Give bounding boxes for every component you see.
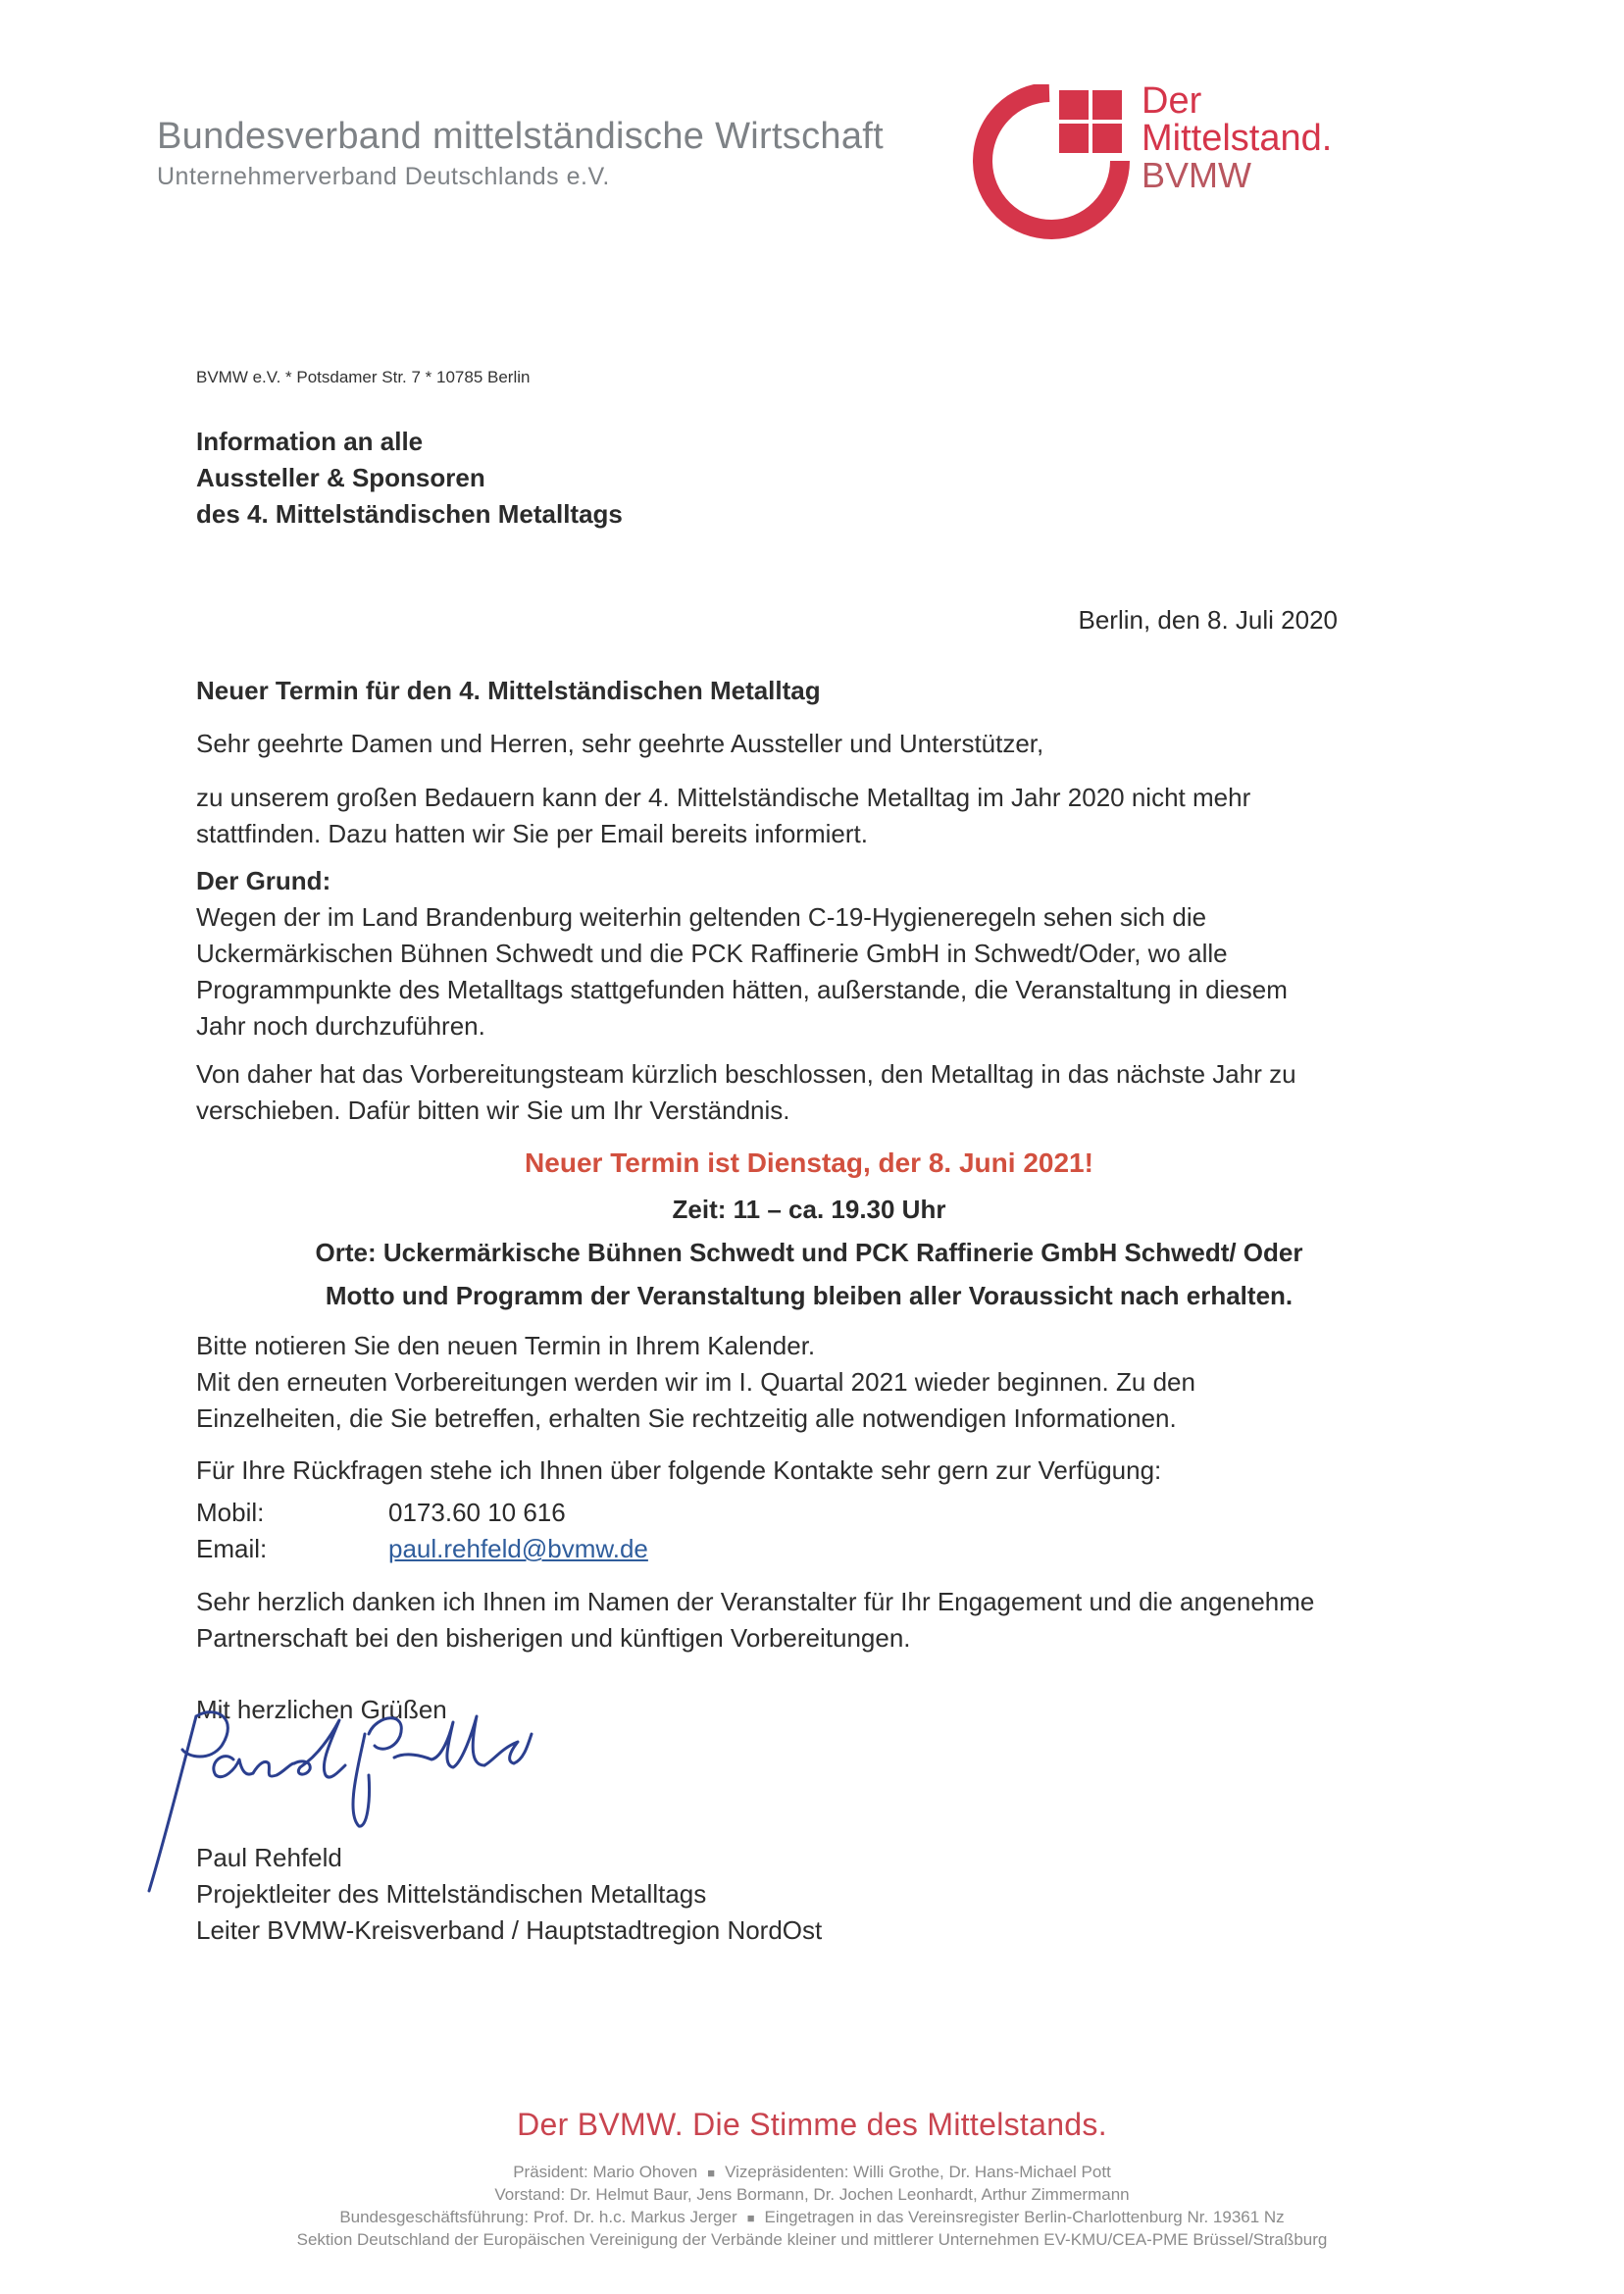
footer-register: Eingetragen in das Vereinsregister Berlin-Charlottenburg Nr. 19361 Nz [764,2208,1285,2226]
footer-slogan: Der BVMW. Die Stimme des Mittelstands. [517,2107,1107,2142]
reason-line-1: Wegen der im Land Brandenburg weiterhin geltenden C-19-Hygieneregeln sehen sich die [196,902,1207,932]
paragraph-3-line-3: Einzelheiten, die Sie betreffen, erhalten Sie rechtzeitig alle notwendigen Informationen. [196,1403,1177,1433]
footer-management: Bundesgeschäftsführung: Prof. Dr. h.c. Markus Jerger [339,2208,737,2226]
paragraph-2-line-1: Von daher hat das Vorbereitungsteam kürzlich beschlossen, den Metalltag in das nächste Jahr zu [196,1059,1296,1089]
paragraph-1-line-1: zu unserem großen Bedauern kann der 4. Mittelständische Metalltag im Jahr 2020 nicht mehr [196,783,1251,812]
recipient-line-2: Aussteller & Sponsoren [196,463,485,492]
footer-president: Präsident: Mario Ohoven [513,2163,698,2181]
paragraph-3 [196,1328,1422,1437]
organization-subtitle: Unternehmerverband Deutschlands e.V. [157,163,610,190]
closing-paragraph-line-1: Sehr herzlich danken ich Ihnen im Namen der Veranstalter für Ihr Engagement und die angenehme [196,1587,1315,1616]
signer-name: Paul Rehfeld [196,1843,342,1872]
reason-heading: Der Grund: [196,866,331,895]
paragraph-1 [196,780,1422,852]
signer-block [196,1840,1422,1949]
signer-title-2: Leiter BVMW-Kreisverband / Hauptstadtregion NordOst [196,1915,823,1945]
reason-paragraph [196,863,1422,1045]
reason-line-2: Uckermärkischen Bühnen Schwedt und die PCK Raffinerie GmbH in Schwedt/Oder, wo alle [196,939,1228,968]
mobile-number: 0173.60 10 616 [388,1498,566,1527]
event-time: Zeit: 11 – ca. 19.30 Uhr [672,1195,946,1224]
recipient-block [196,424,623,533]
sender-address: BVMW e.V. * Potsdamer Str. 7 * 10785 Berlin [196,368,531,386]
footer-separator: ■ [707,2166,716,2180]
mobile-label: Mobil: [196,1498,265,1527]
email-link[interactable]: paul.rehfeld@bvmw.de [388,1534,648,1563]
paragraph-2-line-2: verschieben. Dafür bitten wir Sie um Ihr Verständnis. [196,1096,790,1125]
recipient-line-1: Information an alle [196,427,424,456]
paragraph-1-line-2: stattfinden. Dazu hatten wir Sie per Email bereits informiert. [196,819,868,848]
event-motto: Motto und Programm der Veranstaltung bleiben aller Voraussicht nach erhalten. [325,1281,1294,1310]
reason-line-4: Jahr noch durchzuführen. [196,1011,485,1041]
paragraph-3-line-2: Mit den erneuten Vorbereitungen werden wir im I. Quartal 2021 wieder beginnen. Zu den [196,1367,1195,1397]
closing-greeting: Mit herzlichen Grüßen [196,1695,447,1724]
new-date-announcement: Neuer Termin ist Dienstag, der 8. Juni 2021! [525,1147,1093,1178]
paragraph-3-line-1: Bitte notieren Sie den neuen Termin in Ihrem Kalender. [196,1331,816,1360]
bvmw-logo-icon [973,84,1140,241]
signer-title-1: Projektleiter des Mittelständischen Metalltags [196,1879,707,1909]
subject-line: Neuer Termin für den 4. Mittelständischen Metalltag [196,676,821,705]
paragraph-2 [196,1056,1422,1129]
closing-paragraph [196,1584,1422,1657]
footer-section: Sektion Deutschland der Europäischen Vereinigung der Verbände kleiner und mittlerer Unternehmen EV-KMU/CEA-PME Brüssel/Straßburg [296,2230,1328,2249]
salutation: Sehr geehrte Damen und Herren, sehr geehrte Aussteller und Unterstützer, [196,729,1044,758]
letter-date: Berlin, den 8. Juli 2020 [1078,605,1338,635]
organization-name: Bundesverband mittelständische Wirtschaft [157,116,884,157]
reason-line-3: Programmpunkte des Metalltags stattgefunden hätten, außerstande, die Veranstaltung in diesem [196,975,1288,1004]
footer-line-1 [0,2163,1624,2182]
logo-line-2: Mittelstand. [1142,118,1333,159]
logo-line-1: Der [1142,80,1202,122]
footer-board: Vorstand: Dr. Helmut Baur, Jens Bormann, Dr. Jochen Leonhardt, Arthur Zimmermann [494,2185,1130,2204]
closing-paragraph-line-2: Partnerschaft bei den bisherigen und künftigen Vorbereitungen. [196,1623,911,1653]
footer-separator: ■ [746,2211,755,2225]
contact-intro: Für Ihre Rückfragen stehe ich Ihnen über folgende Kontakte sehr gern zur Verfügung: [196,1455,1162,1485]
footer-vice-presidents: Vizepräsidenten: Willi Grothe, Dr. Hans-Michael Pott [725,2163,1111,2181]
recipient-line-3: des 4. Mittelständischen Metalltags [196,499,623,529]
logo-line-3: BVMW [1142,155,1251,195]
footer-line-3 [0,2208,1624,2227]
event-places: Orte: Uckermärkische Bühnen Schwedt und PCK Raffinerie GmbH Schwedt/ Oder [315,1238,1303,1267]
logo-wordmark [1142,82,1332,194]
email-label: Email: [196,1534,268,1563]
